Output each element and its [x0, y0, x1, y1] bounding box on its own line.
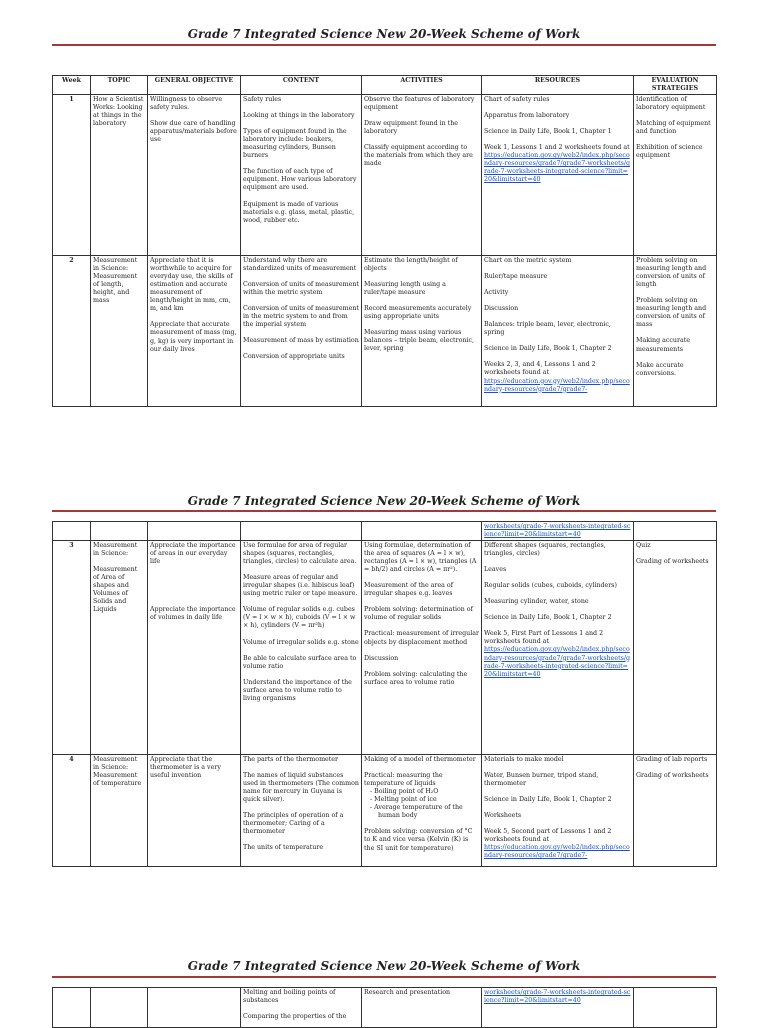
header-evaluation: EVALUATION STRATEGIES	[634, 76, 717, 95]
page-title: Grade 7 Integrated Science New 20-Week Scheme of Work	[187, 27, 581, 41]
title-rule	[52, 44, 716, 46]
content-text: Be able to calculate surface area to volume ratio	[243, 654, 357, 670]
evaluation-text: Identification of laboratory equipment	[636, 96, 706, 112]
table-row	[53, 256, 717, 407]
content-text: The names of liquid substances used in thermometers (The common name for mercury in Guyana is quick silver).	[243, 772, 359, 804]
list-item: - Average temperature of the human body	[378, 804, 479, 820]
resource-text: Science in Daily Life, Book 1, Chapter 2	[484, 345, 612, 353]
content-text: Conversion of units of measurement in the metric system to and from the imperial system	[243, 305, 359, 329]
table-row	[53, 522, 717, 541]
objective-cell	[148, 541, 241, 755]
worksheet-link[interactable]: https://education.gov.gy/web2/index.php/secondary-resources/grade7/grade7-	[484, 377, 630, 393]
topic-cell	[91, 755, 148, 867]
evaluation-text: Grading of lab reports	[636, 756, 708, 764]
resource-text: Apparatus from laboratory	[484, 112, 570, 120]
activity-text: Problem solving: calculating the surface area to volume ratio	[364, 670, 468, 686]
week-number: 1	[53, 95, 91, 256]
activity-text: Problem solving: conversion of °C to K and vice versa (Kelvin (K) is the SI unit for temperature)	[364, 828, 473, 852]
activity-text: Measuring length using a ruler/tape measure	[364, 281, 446, 297]
content-cell	[241, 541, 362, 755]
list-item: - Melting point of ice	[378, 796, 479, 804]
title-rule	[52, 510, 716, 512]
resource-text: Water, Bunsen burner, tripod stand, thermometer	[484, 772, 599, 788]
activity-text: Measurement of the area of irregular shapes e.g. leaves	[364, 582, 454, 598]
resource-text: Week 1, Lessons 1 and 2 worksheets found at	[484, 144, 630, 152]
title-rule	[52, 976, 716, 978]
week-number: 3	[53, 541, 91, 755]
activity-text: Practical: measurement of irregular objects by displacement method	[364, 630, 479, 646]
activity-text: Observe the features of laboratory equipment	[364, 96, 475, 112]
content-text: Looking at things in the laboratory	[243, 112, 355, 120]
topic-cell	[91, 541, 148, 755]
content-text: Volume of regular solids e.g. cubes (V = l × w × h), cuboids (V = l × w × h), cylinders (V = πr²h)	[243, 606, 356, 630]
table-row	[53, 755, 717, 867]
resource-text: Science in Daily Life, Book 1, Chapter 2	[484, 614, 612, 622]
resources-cell	[482, 522, 634, 541]
header-objective: GENERAL OBJECTIVE	[148, 76, 241, 95]
worksheet-link[interactable]: https://education.gov.gy/web2/index.php/secondary-resources/grade7/grade7-worksheets/grade-7-worksheets-integrated-science?limit=20&limitstart=40	[484, 646, 630, 678]
topic-cell	[91, 95, 148, 256]
evaluation-cell	[634, 755, 717, 867]
resource-text: Science in Daily Life, Book 1, Chapter 1	[484, 128, 612, 136]
worksheet-link[interactable]: https://education.gov.gy/web2/index.php/secondary-resources/grade7/grade7-worksheets/grade-7-worksheets-integrated-science?limit=20&limitstart=40	[484, 152, 630, 184]
activity-text: Using formulae, determination of the area of squares (A = l × w), rectangles (A = l × w), triangles (A = bh/2) and circles (A = πr²).	[364, 542, 477, 574]
evaluation-text: Grading of worksheets	[636, 772, 709, 780]
activity-text: Record measurements accurately using appropriate units	[364, 305, 472, 321]
content-text: Understand why there are standardized units of measurement	[243, 257, 357, 273]
table-row	[53, 541, 717, 755]
topic-text: How a Scientist Works: Looking at things in the laboratory	[93, 96, 144, 128]
objective-text: Appreciate that the thermometer is a very useful invention	[150, 756, 221, 780]
resource-text: Materials to make model	[484, 756, 564, 764]
resource-text: Weeks 2, 3, and 4, Lessons 1 and 2 worksheets found at	[484, 361, 596, 377]
resource-text: Different shapes (squares, rectangles, triangles, circles)	[484, 542, 606, 558]
evaluation-text: Making accurate measurements	[636, 337, 691, 353]
evaluation-text: Problem solving on measuring length and conversion of units of mass	[636, 297, 707, 329]
content-cell	[241, 256, 362, 407]
objective-text: Appreciate that accurate measurement of mass (mg, g, kg) is very important in our daily lives	[150, 321, 237, 353]
objective-cell	[148, 755, 241, 867]
content-cell	[241, 95, 362, 256]
scheme-table-page-3	[52, 987, 717, 1028]
header-week: Week	[53, 76, 91, 95]
activity-text: Making of a model of thermometer	[364, 756, 476, 764]
activities-cell	[362, 541, 482, 755]
content-cell	[241, 988, 362, 1028]
evaluation-text: Quiz	[636, 542, 651, 550]
topic-text: Measurement in Science: Measurement of temperature	[93, 756, 142, 788]
content-text: The function of each type of equipment. How various laboratory equipment are used.	[243, 168, 357, 192]
header-resources: RESOURCES	[482, 76, 634, 95]
resources-cell	[482, 95, 634, 256]
resource-text: Activity	[484, 289, 509, 297]
resource-text: Week 5, Second part of Lessons 1 and 2 worksheets found at	[484, 828, 612, 844]
topic-text: Measurement of Area of shapes and Volumes of Solids and Liquids	[93, 566, 138, 614]
content-text: Types of equipment found in the laboratory include: beakers, measuring cylinders, Bunsen burners	[243, 128, 347, 160]
scheme-table-page-2	[52, 521, 717, 867]
content-text: Equipment is made of various materials e.g. glass, metal, plastic, wood, rubber etc.	[243, 200, 355, 224]
content-text: Conversion of appropriate units	[243, 353, 345, 361]
resource-text: Chart of safety rules	[484, 96, 550, 104]
objective-text: Willingness to observe safety rules.	[150, 96, 223, 112]
activity-text: Research and presentation	[364, 989, 451, 996]
resource-text: Ruler/tape measure	[484, 273, 548, 281]
table-row	[53, 95, 717, 256]
table-row	[53, 988, 717, 1028]
week-number: 2	[53, 256, 91, 407]
content-text: The parts of the thermometer	[243, 756, 339, 764]
activities-cell	[362, 755, 482, 867]
activity-text: Estimate the length/height of objects	[364, 257, 458, 273]
resources-cell	[482, 541, 634, 755]
activity-text: Measuring mass using various balances – triple beam, electronic, lever, spring	[364, 329, 474, 353]
resources-cell	[482, 988, 634, 1028]
activities-cell	[362, 256, 482, 407]
evaluation-text: Matching of equipment and function	[636, 120, 711, 136]
content-text: Volume of irregular solids e.g. stone	[243, 638, 359, 646]
worksheet-link[interactable]: https://education.gov.gy/web2/index.php/secondary-resources/grade7/grade7-	[484, 844, 630, 860]
resource-text: Balances: triple beam, lever, electronic, spring	[484, 321, 611, 337]
content-text: Conversion of units of measurement within the metric system	[243, 281, 359, 297]
table-header-row	[53, 76, 717, 95]
activity-text: Draw equipment found in the laboratory	[364, 120, 458, 136]
content-text: Measurement of mass by estimation	[243, 337, 359, 345]
content-text: The principles of operation of a thermometer; Caring of a thermometer	[243, 812, 344, 836]
content-text: Understand the importance of the surface area to volume ratio to living organisms	[243, 678, 352, 702]
content-cell	[241, 755, 362, 867]
content-text: Safety rules	[243, 96, 282, 104]
topic-cell	[91, 256, 148, 407]
worksheet-link[interactable]: worksheets/grade-7-worksheets-integrated-science?limit=20&limitstart=40	[484, 523, 631, 539]
activities-cell	[362, 988, 482, 1028]
objective-text: Show due care of handling apparatus/materials before use	[150, 120, 237, 144]
content-text: Use formulae for area of regular shapes (squares, rectangles, triangles, circles) to calculate area.	[243, 542, 357, 566]
activities-cell	[362, 95, 482, 256]
evaluation-cell	[634, 541, 717, 755]
objective-cell	[148, 95, 241, 256]
content-text: The units of temperature	[243, 844, 324, 852]
resource-text: Chart on the metric system	[484, 257, 572, 265]
week-number: 4	[53, 755, 91, 867]
activity-text: Discussion	[364, 654, 399, 662]
content-text: Melting and boiling points of substances	[243, 989, 336, 1005]
evaluation-text: Make accurate conversions.	[636, 361, 684, 377]
evaluation-text: Problem solving on measuring length and conversion of units of length	[636, 257, 707, 289]
evaluation-cell	[634, 95, 717, 256]
topic-text: Measurement in Science:	[93, 542, 138, 558]
content-text: Comparing the properties of the	[243, 1013, 347, 1021]
evaluation-text: Exhibition of science equipment	[636, 144, 703, 160]
page-title: Grade 7 Integrated Science New 20-Week Scheme of Work	[187, 959, 581, 973]
resources-cell	[482, 755, 634, 867]
evaluation-cell	[634, 256, 717, 407]
resources-cell	[482, 256, 634, 407]
resource-text: Week 5, First Part of Lessons 1 and 2 worksheets found at	[484, 630, 604, 646]
resource-text: Leaves	[484, 566, 507, 574]
content-text: Measure areas of regular and irregular shapes (i.e. hibiscus leaf) using metric ruler or tape measure.	[243, 574, 358, 598]
activity-text: Classify equipment according to the materials from which they are made	[364, 144, 473, 168]
resource-text: Discussion	[484, 305, 519, 313]
header-topic: TOPIC	[91, 76, 148, 95]
activity-text: Practical: measuring the temperature of liquids	[364, 772, 443, 788]
list-item: - Boiling point of H₂O	[378, 788, 479, 796]
objective-cell	[148, 256, 241, 407]
evaluation-text: Grading of worksheets	[636, 558, 709, 566]
worksheet-link[interactable]: worksheets/grade-7-worksheets-integrated-science?limit=20&limitstart=40	[484, 989, 631, 1005]
activity-text: Problem solving: determination of volume of regular solids	[364, 606, 473, 622]
scheme-table-page-1	[52, 75, 717, 407]
resource-text: Measuring cylinder, water, stone	[484, 598, 589, 606]
resource-text: Regular solids (cubes, cuboids, cylinders)	[484, 582, 617, 590]
objective-text: Appreciate that it is worthwhile to acquire for everyday use, the skills of estimation and accurate measurement of length/height in mm, cm, m, and km	[150, 257, 233, 313]
topic-text: Measurement in Science: Measurement of length, height, and mass	[93, 257, 138, 305]
header-activities: ACTIVITIES	[362, 76, 482, 95]
resource-text: Worksheets	[484, 812, 522, 820]
header-content: CONTENT	[241, 76, 362, 95]
resource-text: Science in Daily Life, Book 1, Chapter 2	[484, 796, 612, 804]
objective-text: Appreciate the importance of areas in our everyday life	[150, 542, 236, 566]
activity-sublist	[364, 788, 479, 820]
objective-text: Appreciate the importance of volumes in daily life	[150, 606, 236, 622]
page-title: Grade 7 Integrated Science New 20-Week Scheme of Work	[187, 494, 581, 508]
